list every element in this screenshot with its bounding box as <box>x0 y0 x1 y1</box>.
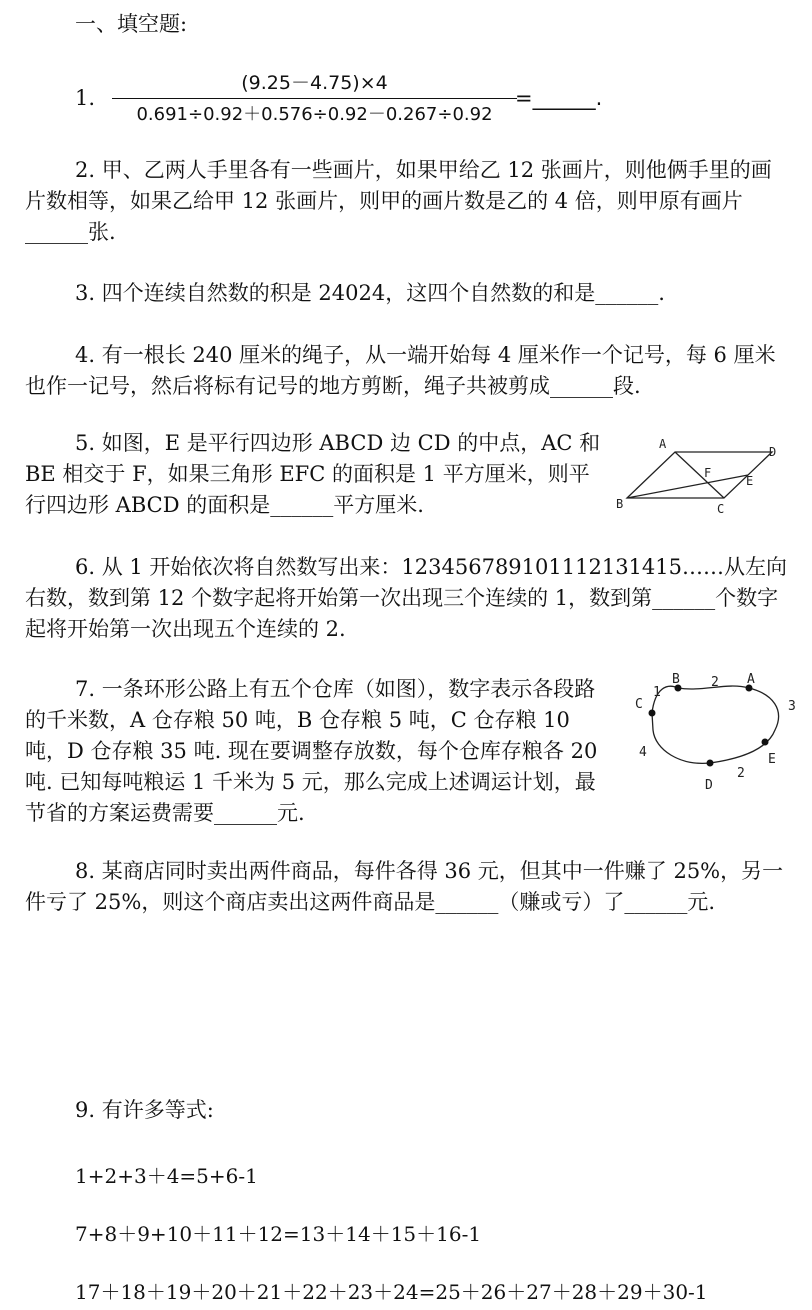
label-a: A <box>659 437 667 451</box>
label-d: D <box>769 445 777 459</box>
question-7: 7. 一条环形公路上有五个仓库（如图），数字表示各段路的千米数，A 仓存粮 50 吨，B 仓存粮 5 吨，C 仓存粮 10 吨，D 仓存粮 35 吨. 现在要调整存放数，每个仓库存粮各 20 吨. 已知每吨粮运 1 千米为 5 元，那么完成上述调运计划，最节省的方案运费需要______元. <box>25 677 598 825</box>
equation-2: 7+8＋9+10＋11＋12=13＋14＋15＋16-1 <box>75 1222 482 1246</box>
dist-ed: 2 <box>737 766 745 781</box>
question-6: 6. 从 1 开始依次将自然数写出来：123456789101112131415……从左向右数，数到第 12 个数字起将开始第一次出现三个连续的 1，数到第______个数字起将开始第一次出现五个连续的 2. <box>25 555 787 641</box>
dist-dc: 4 <box>639 745 647 760</box>
parallelogram-figure <box>612 430 792 520</box>
label-b: B <box>616 497 624 511</box>
q1-fraction <box>112 70 517 128</box>
question-3: 3. 四个连续自然数的积是 24024，这四个自然数的和是______. <box>75 281 665 305</box>
label-c: C <box>717 502 725 516</box>
segment-be <box>627 475 748 498</box>
q1-numerator: (9.25－4.75)×4 <box>241 72 388 94</box>
label-c: C <box>635 697 643 712</box>
label-d: D <box>705 778 713 793</box>
ring-road <box>652 686 779 763</box>
label-a: A <box>747 672 755 687</box>
equation-1: 1+2+3＋4=5+6-1 <box>75 1164 258 1188</box>
warehouse-d-dot <box>707 760 714 767</box>
question-2: 2. 甲、乙两人手里各有一些画片，如果甲给乙 12 张画片，则他俩手里的画片数相等，如果乙给甲 12 张画片，则甲的画片数是乙的 4 倍，则甲原有画片______张. <box>25 158 772 244</box>
section-title: 一、填空题: <box>75 12 188 36</box>
question-8: 8. 某商店同时卖出两件商品，每件各得 36 元，但其中一件赚了 25%，另一件亏了 25%，则这个商店卖出这两件商品是______（赚或亏）了______元. <box>25 859 784 914</box>
ring-road-figure <box>625 668 805 793</box>
dist-ae: 3 <box>788 699 796 714</box>
diagonal-ac <box>675 452 724 498</box>
question-4: 4. 有一根长 240 厘米的绳子，从一端开始每 4 厘米作一个记号，每 6 厘米也作一记号，然后将标有记号的地方剪断，绳子共被剪成______段. <box>25 343 776 398</box>
label-e: E <box>746 474 754 488</box>
dist-cb: 1 <box>653 685 661 700</box>
warehouse-e-dot <box>762 739 769 746</box>
q1-number: 1. <box>75 86 96 110</box>
label-b: B <box>672 672 680 687</box>
label-e: E <box>768 752 776 767</box>
question-9-title: 9. 有许多等式: <box>75 1098 214 1122</box>
label-f: F <box>704 466 712 480</box>
warehouse-c-dot <box>649 710 656 717</box>
fraction-bar <box>112 98 517 99</box>
q1-answer-blank: =______. <box>515 86 603 110</box>
equation-3: 17＋18＋19＋20＋21＋22＋23＋24=25＋26＋27＋28＋29＋30-1 <box>75 1280 708 1304</box>
dist-ba: 2 <box>711 675 719 690</box>
question-5: 5. 如图，E 是平行四边形 ABCD 边 CD 的中点，AC 和 BE 相交于 F，如果三角形 EFC 的面积是 1 平方厘米，则平行四边形 ABCD 的面积是______平方厘米. <box>25 431 601 517</box>
q1-denominator: 0.691÷0.92＋0.576÷0.92－0.267÷0.92 <box>136 104 493 125</box>
